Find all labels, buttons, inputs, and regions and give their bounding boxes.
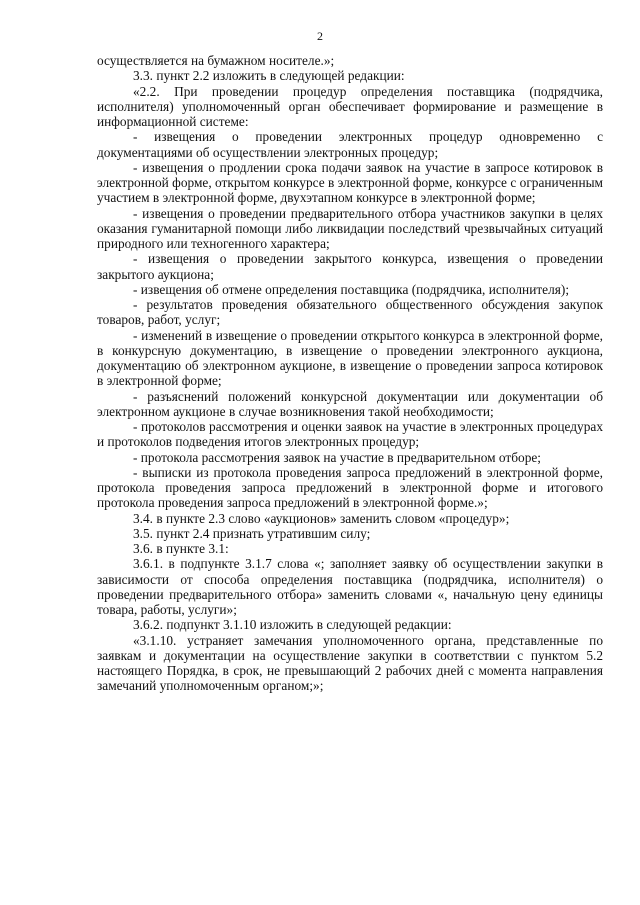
list-item: - разъяснений положений конкурсной документации или документации об электронном аукционе в случае возникновения такой необходимости; [97,388,603,419]
list-item: - протокола рассмотрения заявок на участие в предварительном отборе; [133,449,542,465]
paragraph: 3.5. пункт 2.4 признать утратившим силу; [133,525,371,541]
list-item: - извещения об отмене определения поставщика (подрядчика, исполнителя); [133,281,570,297]
paragraph: «3.1.10. устраняет замечания уполномоченного органа, представленные по заявкам и документации на осуществление закупки в соответствии с пунктом 5.2 настоящего Порядка, в срок, не превышающий 2 рабочих дней с момента направления замечаний уполномоченным органом;»; [97,632,603,694]
list-item: - извещения о проведении электронных процедур одновременно с документациями об осуществлении электронных процедур; [97,129,603,160]
paragraph: 3.6.1. в подпункте 3.1.7 слова «; заполняет заявку об осуществлении закупки в зависимости от способа определения поставщика (подрядчика, исполнителя) о проведении предварительного отбора» заменить словами «, начальную цену единицы товара, работы, услуги»; [97,556,603,617]
list-item: - выписки из протокола проведения запроса предложений в электронной форме, протокола проведения запроса предложений в электронной форме и итогового протокола проведения запроса предложений в электронной форме.»; [97,464,603,511]
paragraph: 3.6. в пункте 3.1: [133,541,229,556]
paragraph: 3.3. пункт 2.2 изложить в следующей редакции: [133,68,405,84]
paragraph: 3.6.2. подпункт 3.1.10 изложить в следующей редакции: [133,617,452,633]
page-number: 2 [317,29,323,43]
paragraph: 3.4. в пункте 2.3 слово «аукционов» заменить словом «процедур»; [133,510,510,526]
list-item: - извещения о проведении предварительного отбора участников закупки в целях оказания гуманитарной помощи либо ликвидации последствий чрезвычайных ситуаций природного или техногенного характера; [97,205,603,251]
document-body [97,53,603,694]
list-item: - протоколов рассмотрения и оценки заявок на участие в электронных процедурах и протоколов подведения итогов электронных процедур; [97,419,603,450]
list-item: - изменений в извещение о проведении открытого конкурса в электронной форме, в конкурсную документацию, в извещение о проведении электронного аукциона, документацию об электронном аукционе, в извещение о проведении запроса котировок в электронной форме; [97,327,603,389]
list-item: - извещения о проведении закрытого конкурса, извещения о проведении закрытого аукциона; [97,251,603,282]
list-item: - извещения о продлении срока подачи заявок на участие в запросе котировок в электронной форме, открытом конкурсе в электронной форме, конкурсе с ограниченным участием в электронной форме, двухэтапном конкурсе в электронной форме; [97,159,603,206]
paragraph: осуществляется на бумажном носителе.»; [97,53,335,68]
list-item: - результатов проведения обязательного общественного обсуждения закупок товаров, работ, услуг; [97,297,603,328]
paragraph: «2.2. При проведении процедур определения поставщика (подрядчика, исполнителя) уполномоченный орган обеспечивает формирование и размещение в информационной системе: [97,83,603,129]
